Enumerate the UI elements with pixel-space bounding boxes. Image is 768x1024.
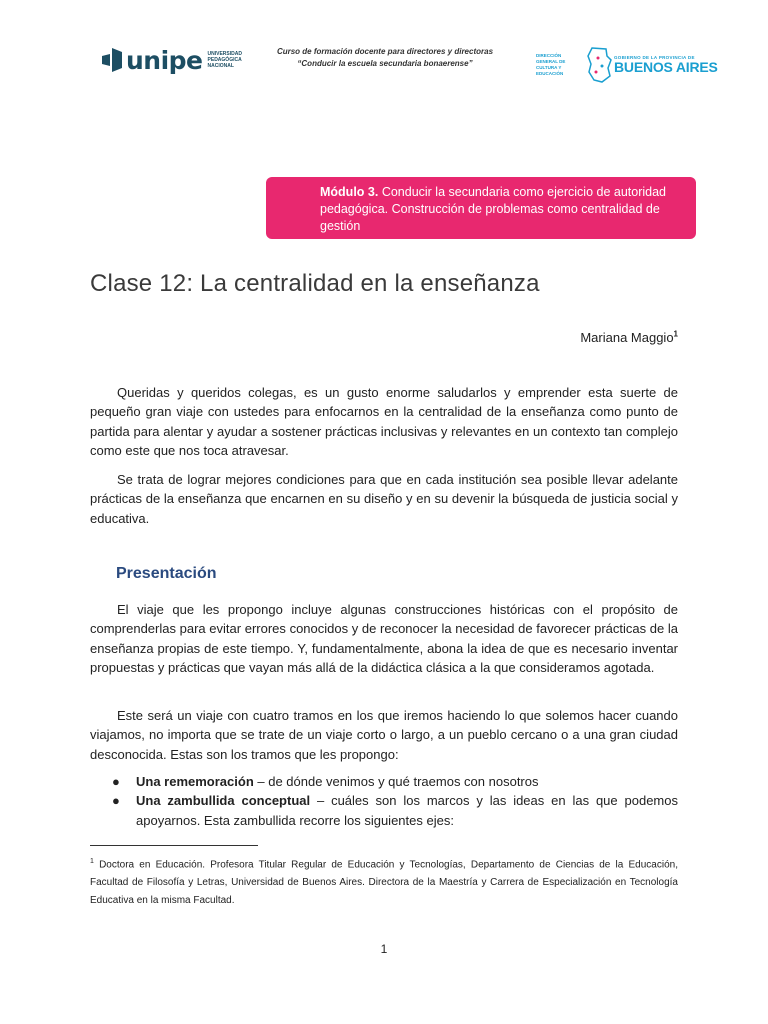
list-item: ● Una zambullida conceptual – cuáles son los marcos y las ideas en las que podemos apoyarnos. Esta zambullida recorre los siguientes ejes: (112, 793, 678, 828)
footnote-text: Doctora en Educación. Profesora Titular Regular de Educación y Tecnologías, Departamento de Ciencias de la Educación, Facultad de Filosofía y Letras, Universidad de Buenos Aires. Directora de la Maestría y Carrera de Especialización en Tecnología Educativa en la misma Facultad. (90, 859, 678, 906)
course-title (250, 46, 520, 70)
footnote (90, 853, 678, 909)
footnote-ref[interactable]: 1 (673, 329, 678, 339)
author-name: Mariana Maggio (580, 330, 674, 345)
government-big-label: BUENOS AIRES (614, 59, 718, 75)
direccion-general-label: DIRECCIÓN GENERAL DE CULTURA Y EDUCACIÓN (536, 53, 566, 76)
government-text (614, 55, 718, 75)
unipe-subtitle: UNIVERSIDAD PEDAGÓGICA NACIONAL (207, 51, 242, 69)
tramos-list (90, 772, 678, 830)
government-small-label: GOBIERNO DE LA PROVINCIA DE (614, 55, 695, 60)
intro-paragraph-1: Queridas y queridos colegas, es un gusto enorme saludarlos y emprender esta suerte de pequeño gran viaje con ustedes para enfocarnos en la centralidad de la enseñanza como punto de partida para alentar y ayudar a sostener prácticas inclusivas y relevantes en un contexto tan complejo como este que nos toca atravesar. (90, 385, 678, 459)
unipe-logo (100, 46, 248, 74)
course-line-2: “Conducir la escuela secundaria bonaerense” (297, 59, 473, 68)
section-paragraph-1: El viaje que les propongo incluye algunas construcciones históricas con el propósito de comprenderlas para evitar errores conocidos y de reconocer la necesidad de favorecer prácticas de la enseñanza propias de este tiempo. Y, fundamentalmente, abona la idea de que es necesario inventar propuestas y prácticas que vayan más allá de la didáctica clásica a la que consideramos agotada. (90, 602, 678, 676)
course-line-1: Curso de formación docente para directores y directoras (276, 47, 494, 56)
bullet-icon: ● (112, 793, 120, 809)
footnote-mark: 1 (90, 858, 94, 865)
section-heading: Presentación (116, 565, 217, 582)
page-number: 1 (380, 942, 388, 956)
module-banner (266, 177, 696, 239)
government-logo (536, 46, 718, 84)
footnote-divider (90, 845, 258, 846)
unipe-wordmark: unipe (126, 45, 203, 75)
list-item: ● Una rememoración – de dónde venimos y qué traemos con nosotros (90, 772, 678, 791)
section-paragraph-2: Este será un viaje con cuatro tramos en los que iremos haciendo lo que solemos hacer cuando viajamos, no importa que se trate de un viaje corto o largo, a un pueblo cercano o a una gran ciudad desconocida. Estas son los tramos que les propongo: (90, 708, 678, 762)
page-title: Clase 12: La centralidad en la enseñanza (90, 270, 540, 297)
province-map-icon (586, 46, 612, 84)
page-header (0, 40, 768, 100)
unipe-mark-icon (100, 46, 124, 74)
module-text: Conducir la secundaria como ejercicio de autoridad pedagógica. Construcción de problemas como centralidad de gestión (320, 185, 666, 233)
intro-paragraph-2: Se trata de lograr mejores condiciones para que en cada institución sea posible llevar adelante prácticas de la enseñanza que encarnen en su diseño y en su devenir la búsqueda de justicia social y educativa. (90, 472, 678, 526)
module-label: Módulo 3. (320, 185, 379, 199)
author (580, 330, 678, 345)
bullet-icon: ● (112, 774, 120, 789)
